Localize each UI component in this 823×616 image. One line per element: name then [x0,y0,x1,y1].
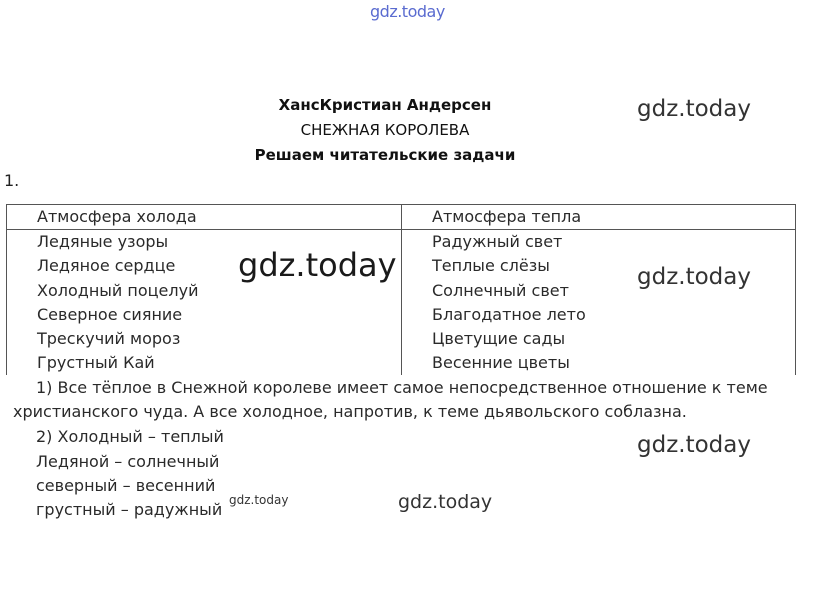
table-cell: Солнечный свет [432,281,569,300]
table-cell: Ледяное сердце [37,256,176,275]
table-cell: Холодный поцелуй [37,281,199,300]
table-cell: Радужный свет [432,232,563,251]
table-cell: Северное сияние [37,305,183,324]
table-cell: Весенние цветы [432,353,570,372]
answer-2-line-4: грустный – радужный [36,500,223,519]
task-number: 1. [4,171,20,190]
watermark-top: gdz.today [370,2,445,21]
watermark-center-big: gdz.today [238,246,397,284]
table-cell: Ледяные узоры [37,232,169,251]
answer-2-line-3: северный – весенний [36,476,216,495]
watermark-small: gdz.today [229,493,289,507]
table-cell: Грустный Кай [37,353,155,372]
table-cell: Цветущие сады [432,329,566,348]
subtitle-heading: Решаем читательские задачи [254,146,516,164]
watermark-bottom: gdz.today [398,491,493,513]
header-divider [7,229,795,230]
watermark-right-3: gdz.today [637,432,751,458]
table-cell: Благодатное лето [432,305,586,324]
answer-1-line-2: христианского чуда. А все холодное, напротив, к теме дьявольского соблазна. [13,402,687,421]
answer-2-line-1: 2) Холодный – теплый [36,427,224,446]
watermark-right-1: gdz.today [637,96,751,122]
table-header-warm: Атмосфера тепла [432,207,582,226]
author-heading: ХансКристиан Андерсен [278,96,492,114]
table-cell: Трескучий мороз [37,329,181,348]
answer-2-line-2: Ледяной – солнечный [36,452,220,471]
title-heading: СНЕЖНАЯ КОРОЛЕВА [300,121,470,139]
table-cell: Теплые слёзы [432,256,550,275]
watermark-right-2: gdz.today [637,264,751,290]
table-header-cold: Атмосфера холода [37,207,197,226]
column-divider [401,205,402,375]
answer-1-line-1: 1) Все тёплое в Снежной королеве имеет самое непосредственное отношение к теме [36,378,768,397]
